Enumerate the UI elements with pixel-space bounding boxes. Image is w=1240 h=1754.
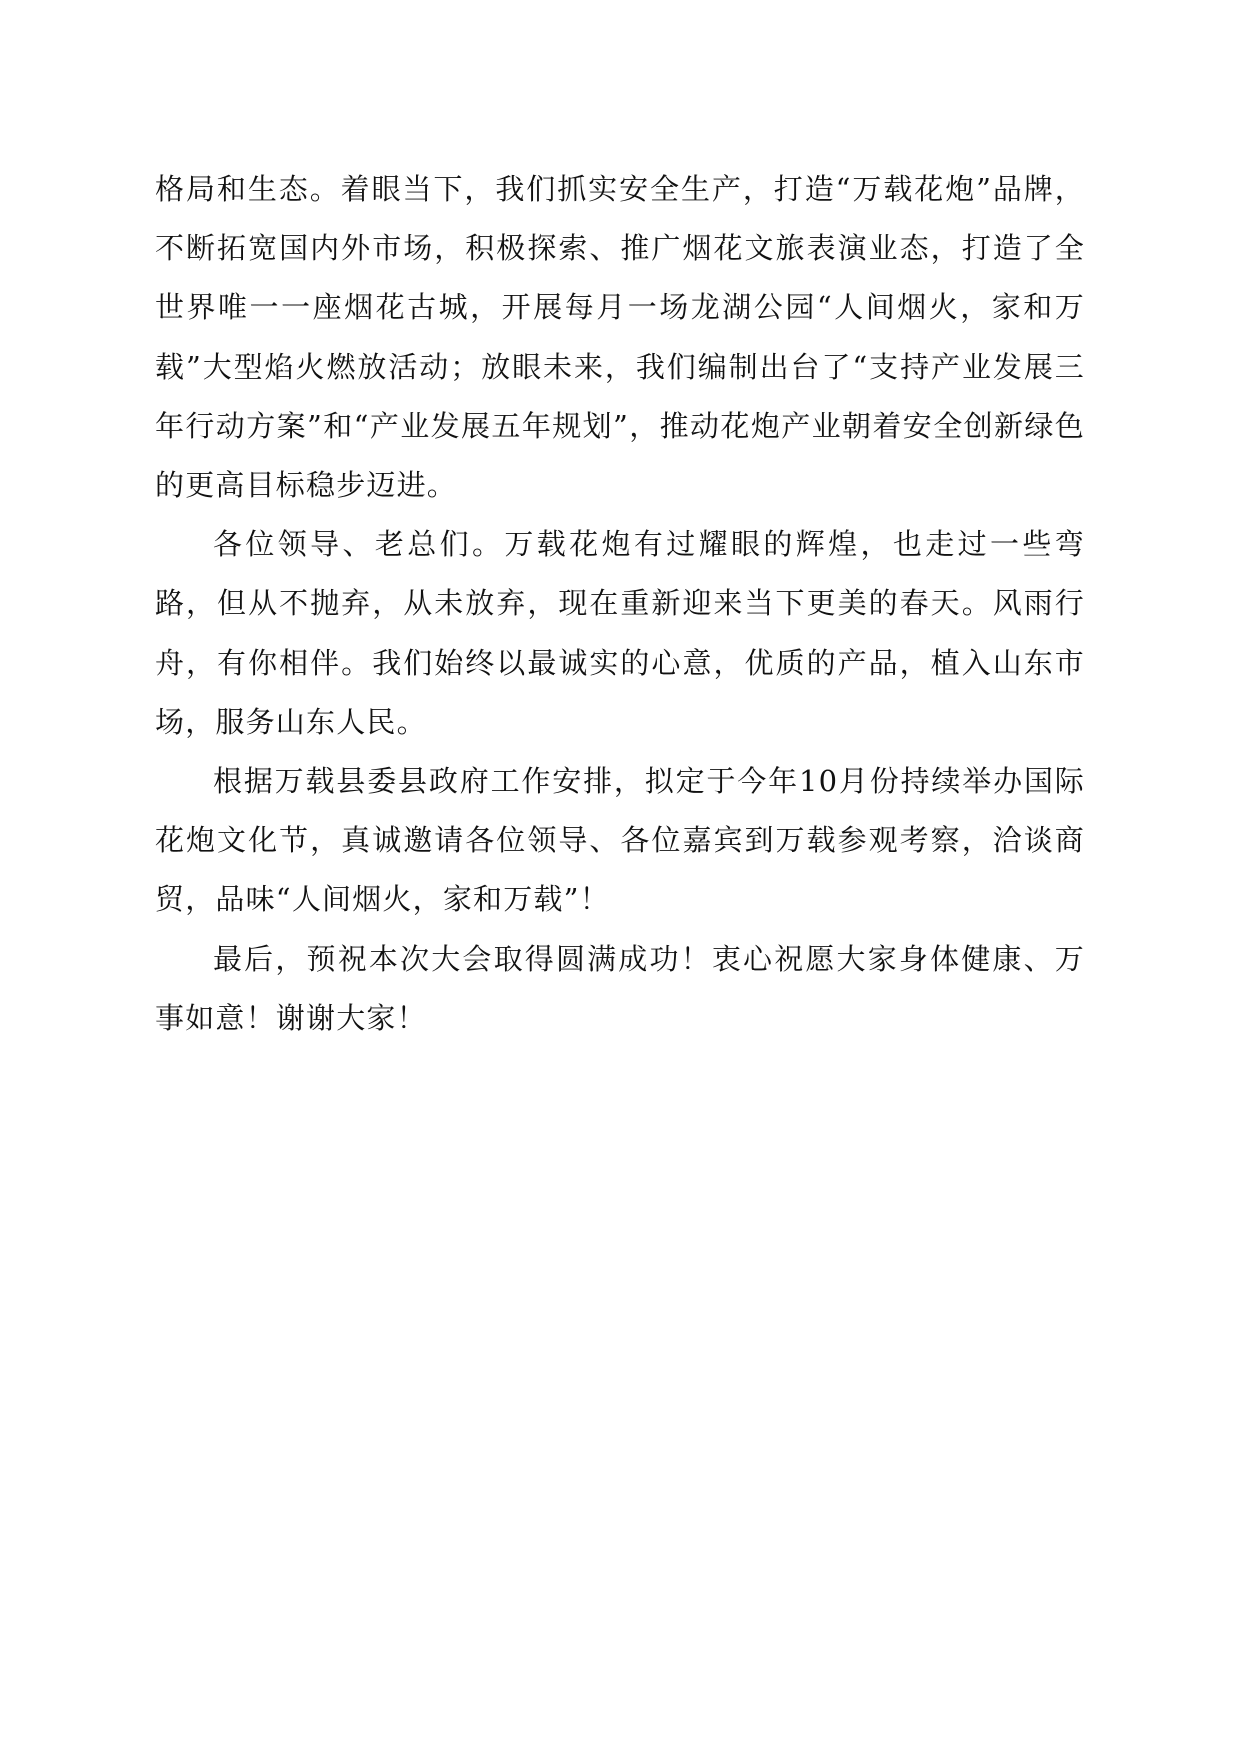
paragraph-4: 最后，预祝本次大会取得圆满成功！衷心祝愿大家身体健康、万事如意！谢谢大家！ (155, 941, 1085, 1035)
paragraph-1: 格局和生态。着眼当下，我们抓实安全生产，打造“万载花炮”品牌，不断拓宽国内外市场，积极探索、推广烟花文旅表演业态，打造了全世界唯一一座烟花古城，开展每月一场龙湖公园“人间烟火，家和万载”大型焰火燃放活动；放眼未来，我们编制出台了“支持产业发展三年行动方案”和“产业发展五年规划”，推动花炮产业朝着安全创新绿色的更高目标稳步迈进。 (155, 172, 1085, 503)
paragraph-2: 各位领导、老总们。万载花炮有过耀眼的辉煌，也走过一些弯路，但从不抛弃，从未放弃，现在重新迎来当下更美的春天。风雨行舟，有你相伴。我们始终以最诚实的心意，优质的产品，植入山东市场，服务山东人民。 (155, 527, 1085, 739)
paragraph-3: 根据万载县委县政府工作安排，拟定于今年10月份持续举办国际花炮文化节，真诚邀请各位领导、各位嘉宾到万载参观考察，洽谈商贸，品味“人间烟火，家和万载”！ (155, 764, 1085, 917)
document-body (155, 160, 1085, 1048)
